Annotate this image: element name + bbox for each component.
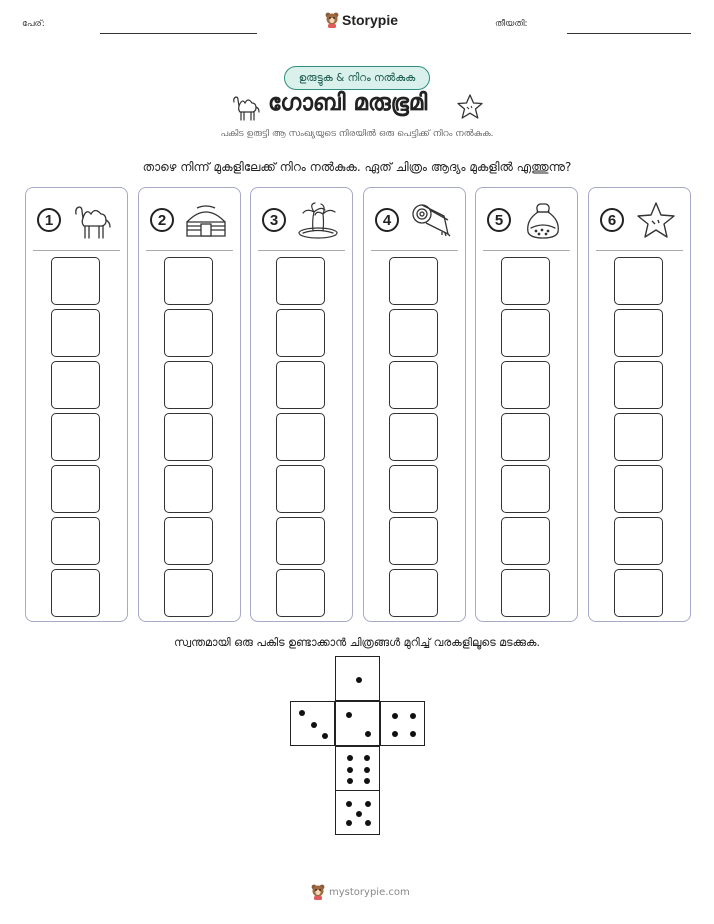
dice-pip: [365, 731, 371, 737]
color-box[interactable]: [164, 413, 213, 461]
color-box[interactable]: [614, 465, 663, 513]
color-box[interactable]: [501, 413, 550, 461]
dice-pip: [322, 733, 328, 739]
column-header: [482, 200, 571, 246]
dice-pip: [364, 778, 370, 784]
dice-pip: [347, 778, 353, 784]
bear-mascot-icon: [311, 884, 325, 900]
name-label: പേര്:: [22, 19, 45, 29]
color-box[interactable]: [389, 413, 438, 461]
color-box[interactable]: [389, 361, 438, 409]
color-box[interactable]: [164, 309, 213, 357]
column-header: [145, 200, 234, 246]
dice-pip: [392, 731, 398, 737]
color-box[interactable]: [276, 413, 325, 461]
page-title: ഗോബി മരുഭൂമി: [268, 90, 428, 116]
column-divider: [483, 250, 570, 251]
color-box[interactable]: [51, 569, 100, 617]
coloring-instruction: താഴെ നിന്ന് മുകളിലേക്ക് നിറം നൽകുക. ഏത് ചിത്രം ആദ്യം മുകളിൽ എത്തുന്നു?: [142, 160, 572, 174]
dice-pip: [346, 712, 352, 718]
color-box[interactable]: [164, 465, 213, 513]
color-box[interactable]: [389, 517, 438, 565]
dice-pip: [365, 820, 371, 826]
dice-pip: [356, 811, 362, 817]
dice-pip: [347, 767, 353, 773]
footer-url: mystorypie.com: [329, 886, 410, 898]
color-box[interactable]: [51, 465, 100, 513]
column-6: [588, 187, 691, 622]
bear-mascot-icon: [325, 12, 339, 28]
dice-pip: [392, 713, 398, 719]
dice-face-5: [335, 790, 380, 835]
column-header: [370, 200, 459, 246]
dice-net[interactable]: [290, 656, 424, 834]
camel-icon: [70, 200, 116, 240]
column-number: 3: [262, 208, 286, 232]
star-icon: [633, 200, 679, 240]
star-icon: [455, 93, 485, 121]
dice-pip: [311, 722, 317, 728]
name-line[interactable]: [100, 33, 257, 34]
color-box[interactable]: [164, 569, 213, 617]
dice-pip: [364, 767, 370, 773]
page-subtitle: പകിട ഉരുട്ടി ആ സംഖ്യയുടെ നിരയിൽ ഒരു പെട്ടിക്ക് നിറം നൽകുക.: [220, 129, 494, 139]
dice-pip: [410, 713, 416, 719]
dice-pip: [346, 820, 352, 826]
color-box[interactable]: [501, 309, 550, 357]
column-number: 1: [37, 208, 61, 232]
footer: [311, 884, 410, 900]
column-number: 4: [375, 208, 399, 232]
date-label: തീയതി:: [495, 19, 528, 29]
color-box[interactable]: [276, 517, 325, 565]
camel-icon: [230, 92, 262, 122]
column-number: 6: [600, 208, 624, 232]
column-header: [595, 200, 684, 246]
color-box[interactable]: [276, 569, 325, 617]
cut-instruction: സ്വന്തമായി ഒരു പകിട ഉണ്ടാക്കാൻ ചിത്രങ്ങൾ മുറിച്ച് വരകളിലൂടെ മടക്കുക.: [174, 636, 540, 649]
color-box[interactable]: [501, 465, 550, 513]
dice-pip: [364, 755, 370, 761]
column-header: [257, 200, 346, 246]
dice-face-3: [290, 701, 335, 746]
color-box[interactable]: [276, 309, 325, 357]
color-box[interactable]: [614, 257, 663, 305]
dice-face-2: [335, 701, 380, 746]
color-box[interactable]: [614, 413, 663, 461]
color-box[interactable]: [164, 361, 213, 409]
date-line[interactable]: [567, 33, 691, 34]
color-box[interactable]: [51, 517, 100, 565]
color-box[interactable]: [614, 309, 663, 357]
column-4: [363, 187, 466, 622]
color-box[interactable]: [389, 569, 438, 617]
color-box[interactable]: [614, 517, 663, 565]
yurt-icon: [183, 200, 229, 240]
color-box[interactable]: [389, 257, 438, 305]
color-box[interactable]: [614, 569, 663, 617]
column-3: [250, 187, 353, 622]
column-1: [25, 187, 128, 622]
dice-pip: [356, 677, 362, 683]
column-divider: [258, 250, 345, 251]
brand-name: Storypie: [342, 12, 399, 28]
title-row: [0, 88, 714, 124]
dice-face-1: [335, 656, 380, 701]
dice-pip: [299, 710, 305, 716]
activity-badge: ഉരുട്ടുക & നിറം നൽകുക: [284, 66, 430, 90]
column-2: [138, 187, 241, 622]
color-box[interactable]: [51, 257, 100, 305]
dice-face-4: [380, 701, 425, 746]
column-divider: [33, 250, 120, 251]
color-box[interactable]: [614, 361, 663, 409]
color-box[interactable]: [501, 517, 550, 565]
column-divider: [596, 250, 683, 251]
color-box[interactable]: [51, 413, 100, 461]
dice-pip: [410, 731, 416, 737]
color-box[interactable]: [389, 309, 438, 357]
column-number: 5: [487, 208, 511, 232]
column-divider: [146, 250, 233, 251]
rolled-carpet-icon: [408, 200, 454, 240]
color-box[interactable]: [501, 257, 550, 305]
column-divider: [371, 250, 458, 251]
color-box[interactable]: [389, 465, 438, 513]
color-box[interactable]: [501, 569, 550, 617]
color-box[interactable]: [276, 465, 325, 513]
color-box[interactable]: [276, 257, 325, 305]
dice-face-6: [335, 746, 380, 791]
color-box[interactable]: [51, 361, 100, 409]
color-box[interactable]: [164, 257, 213, 305]
storypie-logo: [325, 12, 398, 28]
column-5: [475, 187, 578, 622]
color-box[interactable]: [501, 361, 550, 409]
column-number: 2: [150, 208, 174, 232]
oasis-palm-icon: [295, 200, 341, 240]
sand-sack-icon: [520, 200, 566, 240]
color-box[interactable]: [51, 309, 100, 357]
color-box[interactable]: [276, 361, 325, 409]
color-box[interactable]: [164, 517, 213, 565]
column-header: [32, 200, 121, 246]
dice-pip: [347, 755, 353, 761]
dice-pip: [365, 801, 371, 807]
dice-pip: [346, 801, 352, 807]
